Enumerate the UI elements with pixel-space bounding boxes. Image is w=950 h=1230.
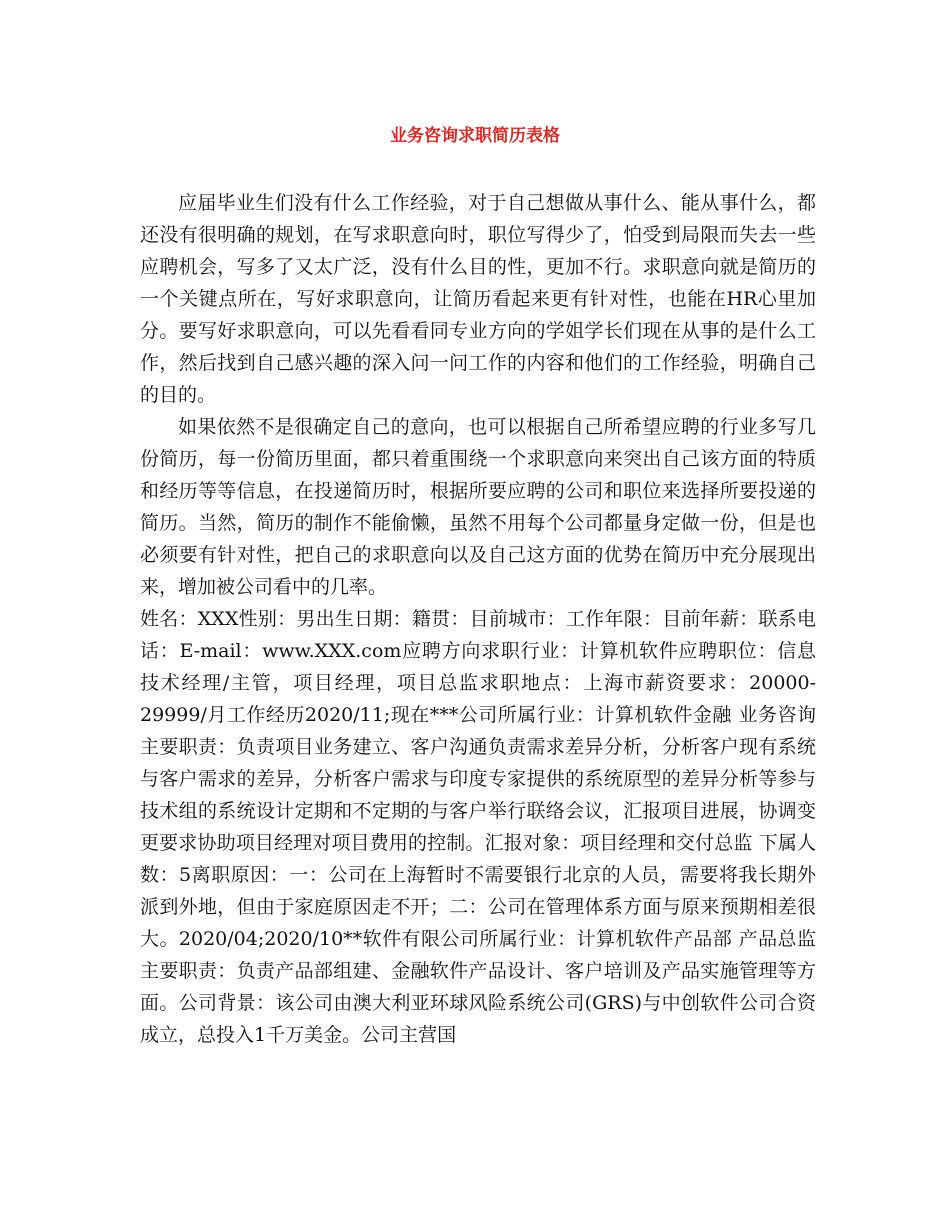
paragraph-advice: 如果依然不是很确定自己的意向，也可以根据自己所希望应聘的行业多写几份简历，每一份简历里面，都只着重围绕一个求职意向来突出自己该方面的特质和经历等等信息，在投递简历时，根据所要应聘的公司和职位来选择所要投递的简历。当然，简历的制作不能偷懒，虽然不用每个公司都量身定做一份，但是也必须要有针对性，把自己的求职意向以及自己这方面的优势在简历中充分展现出来，增加被公司看中的几率。 [140,416,816,598]
document-title: 业务咨询求职简历表格 [390,126,560,146]
paragraph-intro: 应届毕业生们没有什么工作经验，对于自己想做从事什么、能从事什么，都还没有很明确的规划，在写求职意向时，职位写得少了，怕受到局限而失去一些应聘机会，写多了又太广泛，没有什么目的性，更加不行。求职意向就是简历的一个关键点所在，写好求职意向，让简历看起来更有针对性，也能在HR心里加分。要写好求职意向，可以先看看同专业方向的学姐学长们现在从事的是什么工作，然后找到自己感兴趣的深入问一问工作的内容和他们的工作经验，明确自己的目的。 [140,192,816,406]
paragraph-resume-details: 姓名：XXX性别：男出生日期：籍贯：目前城市：工作年限：目前年薪：联系电话：E-mail：www.XXX.com应聘方向求职行业：计算机软件应聘职位：信息技术经理/主管，项目经理，项目总监求职地点：上海市薪资要求：20000-29999/月工作经历2020/11;现在***公司所属行业：计算机软件金融 业务咨询 主要职责：负责项目业务建立、客户沟通负责需求差异分析，分析客户现有系统与客户需求的差异，分析客户需求与印度专家提供的系统原型的差异分析等参与技术组的系统设计定期和不定期的与客户举行联络会议，汇报项目进展，协调变更要求协助项目经理对项目费用的控制。汇报对象：项目经理和交付总监 下属人数：5离职原因：一：公司在上海暂时不需要银行北京的人员，需要将我长期外派到外地，但由于家庭原因走不开；二：公司在管理体系方面与原来预期相差很大。2020/04;2020/10**软件有限公司所属行业：计算机软件产品部 产品总监 主要职责：负责产品部组建、金融软件产品设计、客户培训及产品实施管理等方面。公司背景：该公司由澳大利亚环球风险系统公司(GRS)与中创软件公司合资成立，总投入1千万美金。公司主营国 [140,608,816,1046]
document-body [140,187,816,1051]
